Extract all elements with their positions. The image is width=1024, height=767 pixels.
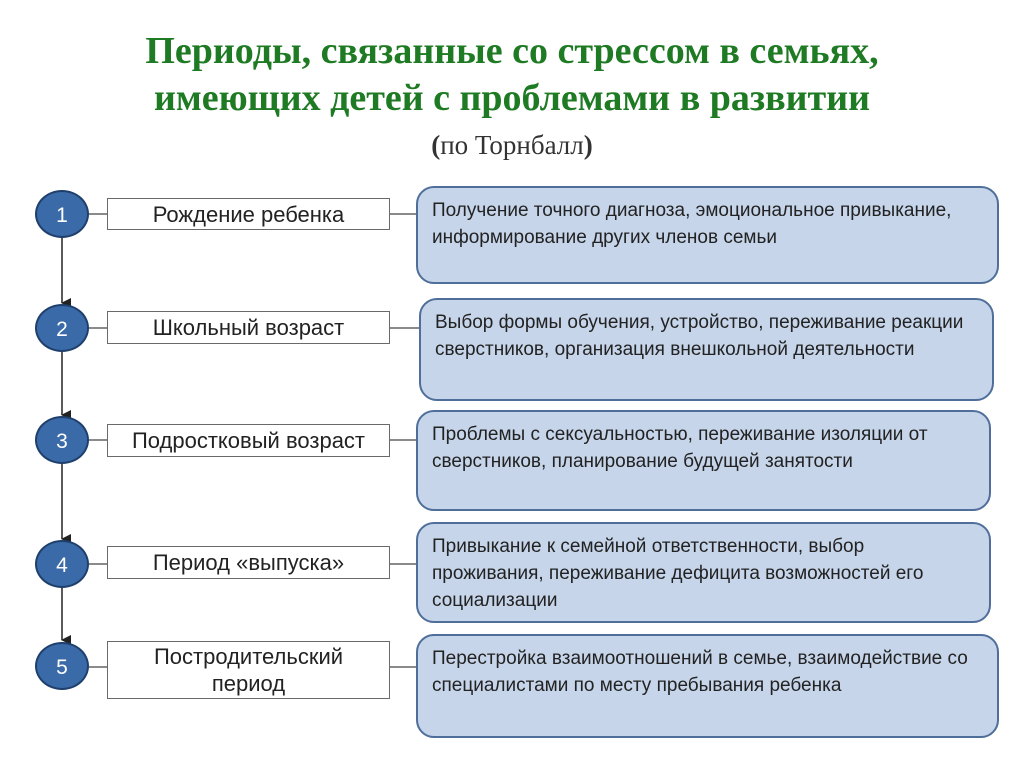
title-source: (по Торнбалл) <box>431 130 593 160</box>
stage-period-4: Период «выпуска» <box>107 546 390 579</box>
stage-description-1: Получение точного диагноза, эмоциональное привыкание, информирование других членов семьи <box>416 186 999 284</box>
stage-description-5: Перестройка взаимоотношений в семье, взаимодействие со специалистами по месту пребывания ребенка <box>416 634 999 738</box>
source-author: по Торнбалл <box>440 130 584 160</box>
stage-number-1: 1 <box>35 190 89 238</box>
stage-description-3: Проблемы с сексуальностью, переживание изоляции от сверстников, планирование будущей занятости <box>416 410 991 511</box>
stage-period-5: Постродительский период <box>107 641 390 699</box>
title-line-1: Периоды, связанные со стрессом в семьях, <box>145 30 879 72</box>
stage-number-5: 5 <box>35 642 89 690</box>
stage-number-2: 2 <box>35 304 89 352</box>
stage-description-2: Выбор формы обучения, устройство, переживание реакции сверстников, организация внешкольной деятельности <box>419 298 994 401</box>
stage-number-4: 4 <box>35 540 89 588</box>
stage-period-1: Рождение ребенка <box>107 198 390 230</box>
stage-number-3: 3 <box>35 416 89 464</box>
stage-period-3: Подростковый возраст <box>107 424 390 457</box>
stage-description-4: Привыкание к семейной ответственности, выбор проживания, переживание дефицита возможностей его социализации <box>416 522 991 623</box>
stage-period-2: Школьный возраст <box>107 311 390 344</box>
title-line-2: имеющих детей с проблемами в развитии <box>153 77 870 119</box>
